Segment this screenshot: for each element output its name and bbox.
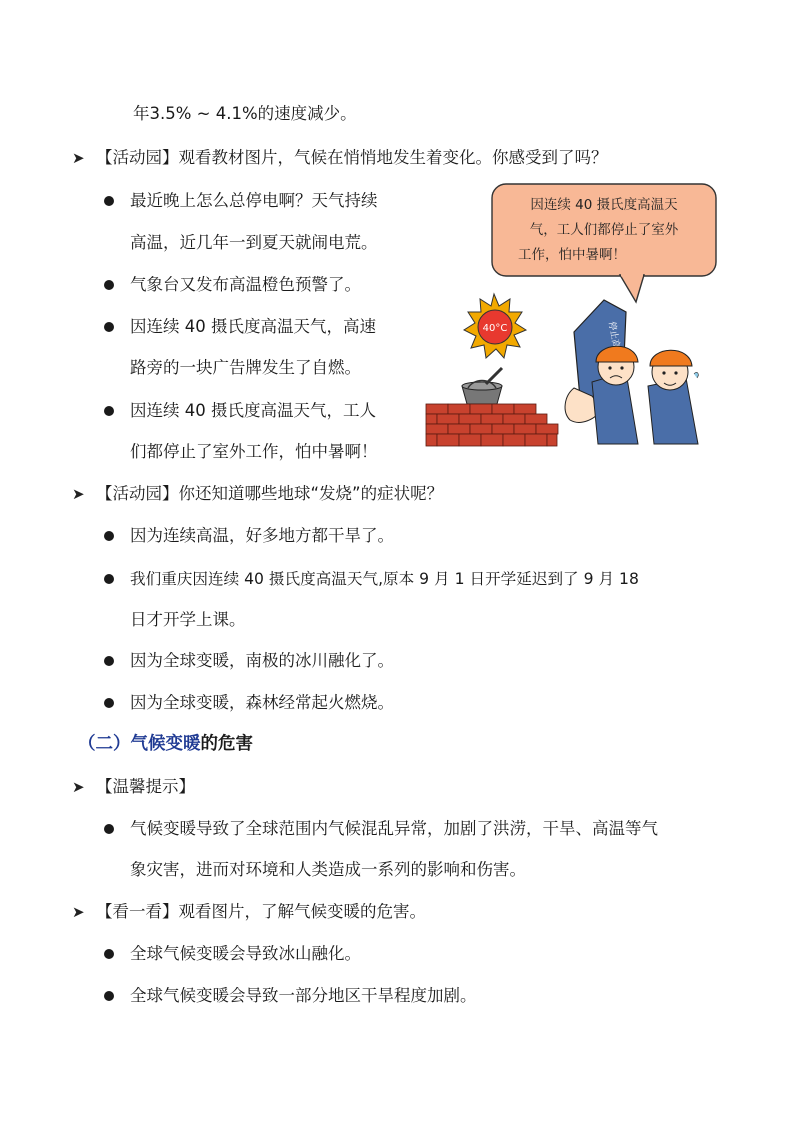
s2-bullet-3: 因为全球变暖，南极的冰川融化了。 [130, 651, 394, 670]
section2-line [96, 482, 443, 506]
bullet-dot-icon [104, 991, 114, 1001]
bullet-dot-icon [104, 698, 114, 708]
s1-bullet-4-line1: 因连续 40 摄氏度高温天气，工人 [130, 401, 376, 420]
speech-bubble [492, 184, 716, 302]
bullet-dot-icon [104, 531, 114, 541]
bullet-dot-icon [104, 574, 114, 584]
s1-bullet-3-line2: 路旁的一块广告牌发生了自燃。 [130, 358, 361, 377]
bullet-dot-icon [104, 824, 114, 834]
bullet-dot-icon [104, 322, 114, 332]
arrow-bullet-icon: ➤ [72, 485, 85, 503]
s2-bullet-2-line1: 我们重庆因连续 40 摄氏度高温天气,原本 9 月 1 日开学延迟到了 9 月 18 [130, 570, 639, 588]
intro-tail-text: 年3.5% ~ 4.1%的速度减少。 [133, 104, 357, 123]
heading-title-blue: 气候变暖 [130, 734, 201, 754]
sun-icon [464, 294, 526, 358]
sun-temperature-label: 40°C [482, 323, 508, 334]
s2-bullet-1: 因为连续高温，好多地方都干旱了。 [130, 526, 394, 545]
arrow-bullet-icon: ➤ [72, 149, 85, 167]
s2-bullet-4: 因为全球变暖，森林经常起火燃烧。 [130, 693, 394, 712]
arrow-bullet-icon: ➤ [72, 903, 85, 921]
bullet-dot-icon [104, 280, 114, 290]
s1-bullet-1-line2: 高温，近几年一到夏天就闹电荒。 [130, 233, 378, 252]
s1-bullet-1-line1: 最近晚上怎么总停电啊？天气持续 [130, 191, 378, 210]
mortar-bucket-icon [462, 368, 502, 404]
look-marker: 【看一看】 [96, 902, 179, 921]
look-line [96, 900, 426, 924]
look-bullet-2: 全球气候变暖会导致一部分地区干旱程度加剧。 [130, 986, 477, 1005]
tip-bullet-line2: 象灾害，进而对环境和人类造成一系列的影响和伤害。 [130, 860, 526, 879]
section-heading-2 [78, 732, 253, 756]
section1-marker: 【活动园】 [96, 148, 179, 167]
bullet-dot-icon [104, 656, 114, 666]
bubble-line-3: 工作，怕中暑啊！ [518, 247, 626, 263]
look-bullet-1: 全球气候变暖会导致冰山融化。 [130, 944, 361, 963]
bullet-dot-icon [104, 949, 114, 959]
worker-left [592, 346, 638, 444]
s1-bullet-2-line1: 气象台又发布高温橙色预警了。 [130, 275, 361, 294]
heading-title-rest: 的危害 [200, 734, 253, 754]
look-prompt: 观看图片，了解气候变暖的危害。 [178, 902, 426, 921]
section2-prompt: 你还知道哪些地球“发烧”的症状呢？ [178, 484, 444, 503]
s1-bullet-3-line1: 因连续 40 摄氏度高温天气，高速 [130, 317, 376, 336]
worker-right [648, 350, 698, 444]
s1-bullet-4-line2: 们都停止了室外工作，怕中暑啊！ [130, 442, 378, 461]
section2-marker: 【活动园】 [96, 484, 179, 503]
s2-bullet-2-line2: 日才开学上课。 [130, 610, 246, 629]
section1-prompt: 观看教材图片，气候在悄悄地发生着变化。你感受到了吗？ [178, 148, 608, 167]
heading-prefix: （二） [78, 734, 131, 754]
bullet-dot-icon [104, 196, 114, 206]
tip-bullet-line1: 气候变暖导致了全球范围内气候混乱异常，加剧了洪涝，干旱、高温等气 [130, 819, 658, 838]
bubble-line-2: 气，工人们都停止了室外 [529, 222, 679, 238]
heat-workers-illustration [424, 182, 724, 448]
arrow-bullet-icon: ➤ [72, 778, 85, 796]
section1-line [96, 146, 608, 170]
bubble-line-1: 因连续 40 摄氏度高温天 [530, 197, 678, 213]
bullet-dot-icon [104, 406, 114, 416]
tip-marker: 【温馨提示】 [96, 777, 195, 796]
brick-wall [426, 404, 558, 446]
